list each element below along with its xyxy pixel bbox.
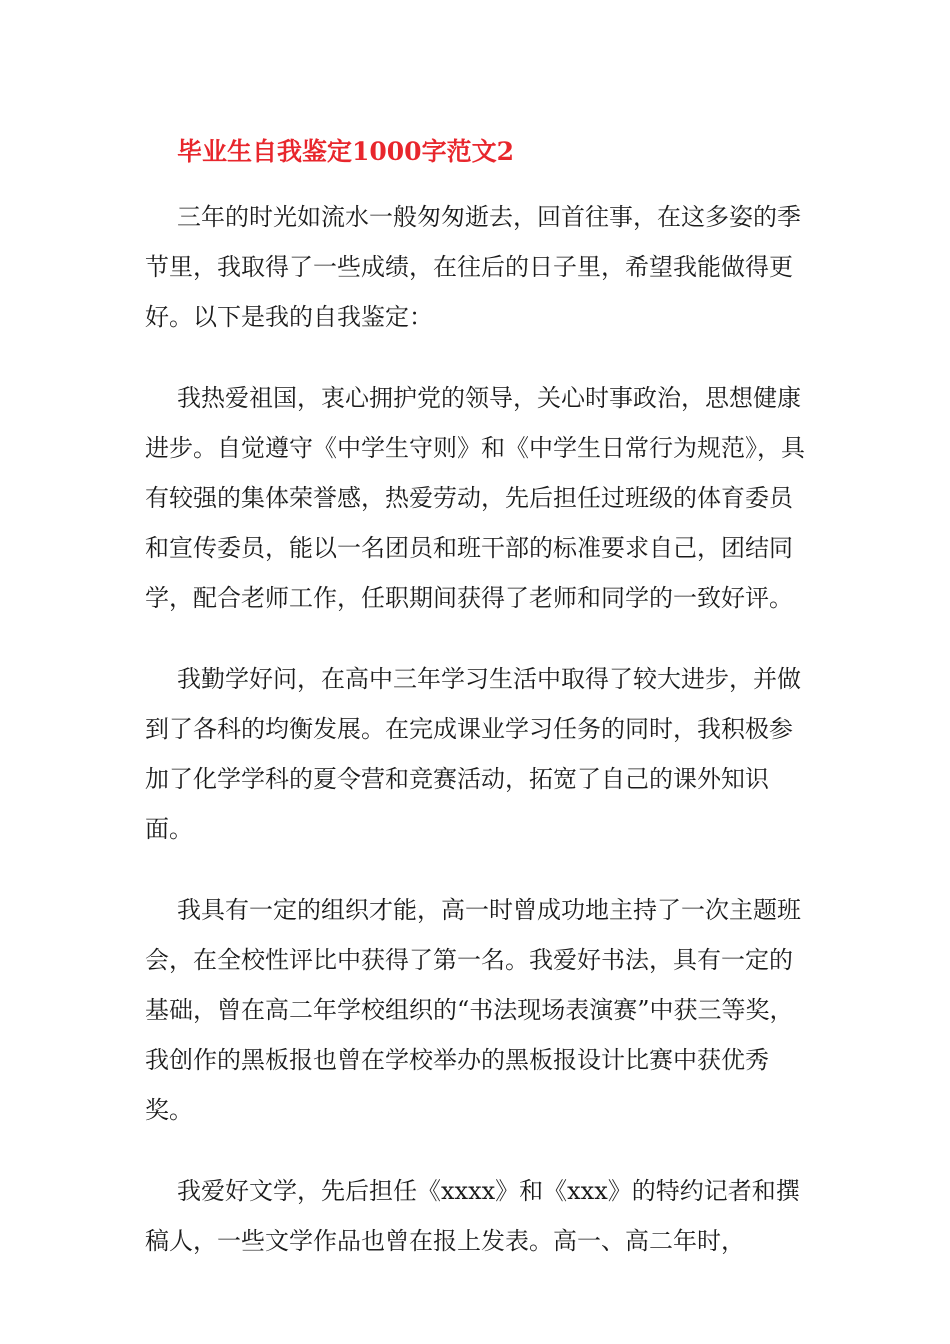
paragraph-organization: 我具有一定的组织才能，高一时曾成功地主持了一次主题班会，在全校性评比中获得了第一名。我爱好书法，具有一定的基础，曾在高二年学校组织的“书法现场表演赛”中获三等奖，我创作的黑板报也曾在学校举办的黑板报设计比赛中获优秀奖。 bbox=[145, 896, 801, 1124]
document-body bbox=[145, 192, 810, 1297]
paragraph-literature: 我爱好文学，先后担任《xxxx》和《xxx》的特约记者和撰稿人，一些文学作品也曾在报上发表。高一、高二年时， bbox=[145, 1177, 800, 1255]
paragraph-study: 我勤学好问，在高中三年学习生活中取得了较大进步，并做到了各科的均衡发展。在完成课业学习任务的同时，我积极参加了化学学科的夏令营和竞赛活动，拓宽了自己的课外知识面。 bbox=[145, 665, 801, 843]
paragraph-intro: 三年的时光如流水一般匆匆逝去，回首往事，在这多姿的季节里，我取得了一些成绩，在往后的日子里，希望我能做得更好。以下是我的自我鉴定： bbox=[145, 203, 801, 331]
paragraph-patriotism: 我热爱祖国，衷心拥护党的领导，关心时事政治，思想健康进步。自觉遵守《中学生守则》和《中学生日常行为规范》，具有较强的集体荣誉感，热爱劳动，先后担任过班级的体育委员和宣传委员，能以一名团员和班干部的标准要求自己，团结同学，配合老师工作，任职期间获得了老师和同学的一致好评。 bbox=[145, 384, 805, 612]
document-title: 毕业生自我鉴定1000字范文2 bbox=[177, 137, 514, 166]
